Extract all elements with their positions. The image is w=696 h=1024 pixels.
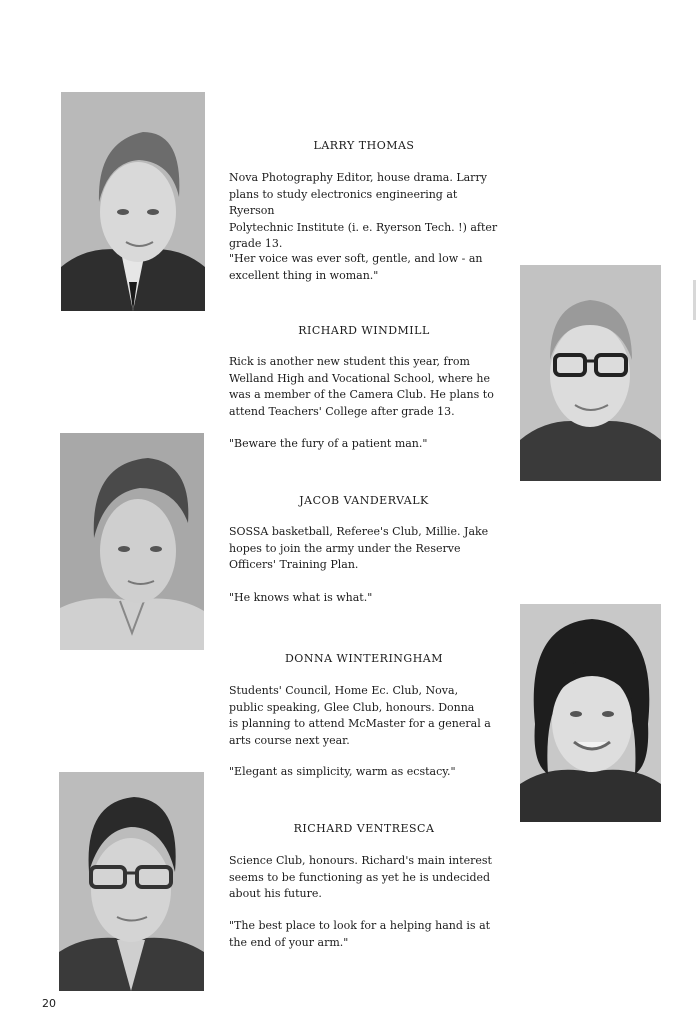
student-quote [229, 918, 504, 951]
bio-line: is planning to attend McMaster for a general a [229, 717, 491, 730]
bio-line: SOSSA basketball, Referee's Club, Millie. Jake [229, 525, 489, 538]
quote-line: "The best place to look for a helping hand is at [229, 919, 491, 932]
portrait-photo-richard-windmill [520, 265, 661, 481]
student-quote [229, 590, 504, 607]
bio-line: grade 13. [229, 237, 283, 250]
quote-line: "He knows what is what." [229, 591, 373, 604]
student-quote [229, 764, 504, 781]
bio-line: arts course next year. [229, 733, 350, 747]
student-name: JACOB VANDERVALK [299, 494, 429, 507]
student-bio [229, 354, 504, 420]
bio-line: Welland High and Vocational School, where he [229, 371, 490, 385]
student-bio [229, 524, 504, 574]
student-quote [229, 251, 504, 284]
bio-line: about his future. [229, 887, 322, 900]
portrait-photo-jacob-vandervalk [60, 433, 204, 650]
student-name: RICHARD WINDMILL [298, 324, 430, 337]
bio-line: hopes to join the army under the Reserve [229, 541, 461, 555]
bio-line: public speaking, Glee Club, honours. Donna [229, 700, 475, 714]
bio-line: Science Club, honours. Richard's main interest [229, 854, 492, 867]
bio-line: was a member of the Camera Club. He plans to [229, 388, 494, 401]
bio-line: Students' Council, Home Ec. Club, Nova, [229, 684, 459, 697]
student-bio [229, 853, 504, 903]
bio-line: Nova Photography Editor, house drama. Larry [229, 171, 487, 184]
student-bio [229, 683, 504, 749]
bio-line: seems to be functioning as yet he is undecided [229, 870, 491, 884]
bio-line: Polytechnic Institute (i. e. Ryerson Tech. !) after [229, 220, 498, 234]
student-quote [229, 436, 504, 453]
quote-line: "Her voice was ever soft, gentle, and low - an [229, 252, 483, 265]
bio-line: Officers' Training Plan. [229, 558, 359, 571]
page-number: 20 [42, 997, 56, 1010]
bio-line: Rick is another new student this year, from [229, 355, 470, 368]
student-name: RICHARD VENTRESCA [293, 822, 435, 835]
quote-line: the end of your arm." [229, 935, 349, 949]
portrait-photo-richard-ventresca [59, 772, 204, 991]
quote-line: "Beware the fury of a patient man." [229, 437, 428, 450]
bio-line: plans to study electronics engineering at Ryerson [229, 187, 458, 217]
quote-line: excellent thing in woman." [229, 268, 379, 282]
student-name: DONNA WINTERINGHAM [284, 652, 443, 665]
student-name: LARRY THOMAS [313, 139, 415, 152]
quote-line: "Elegant as simplicity, warm as ecstacy." [229, 765, 456, 778]
portrait-photo-larry-thomas [61, 92, 205, 311]
student-bio [229, 170, 504, 253]
portrait-photo-donna-winteringham [520, 604, 661, 822]
bio-line: attend Teachers' College after grade 13. [229, 404, 455, 418]
